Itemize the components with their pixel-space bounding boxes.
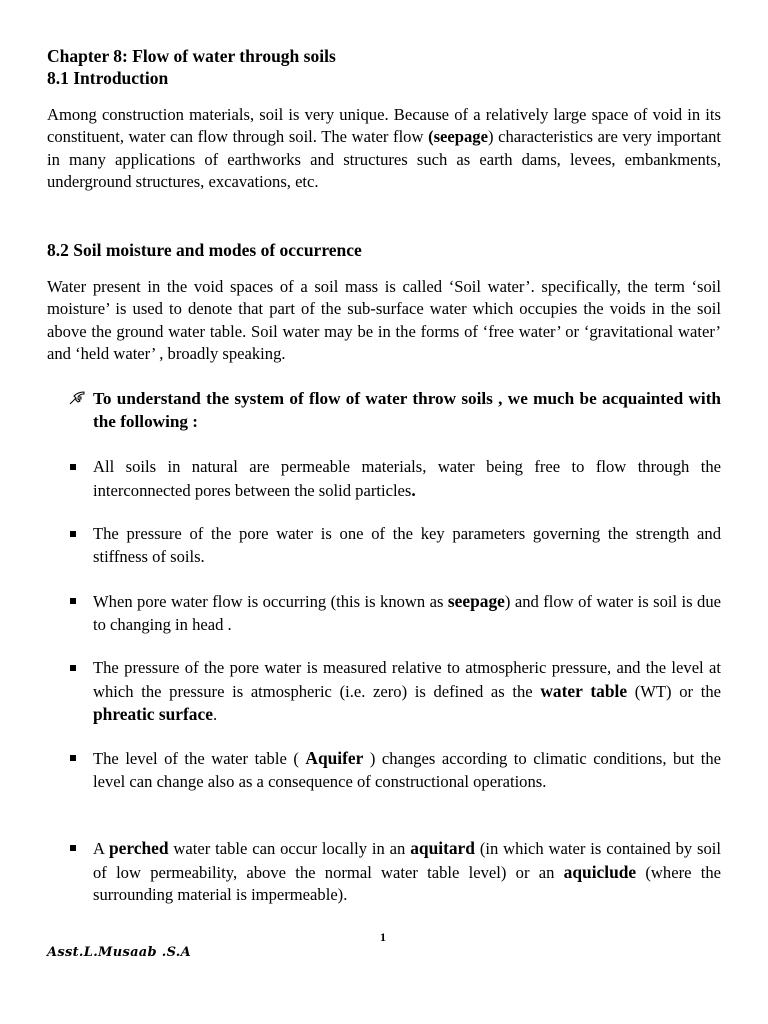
aquiclude-keyword: aquiclude bbox=[563, 861, 637, 882]
square-bullet-icon bbox=[70, 665, 76, 671]
square-bullet-icon bbox=[70, 598, 76, 604]
pointing-hand-icon bbox=[69, 390, 86, 411]
moisture-paragraph: Water present in the void spaces of a soil mass is called ‘Soil water’. specifically, the term ‘soil moisture’ is used to denote that part of the sub-surface water which occupies the voids in the soil above the ground water table. Soil water may be in the forms of ‘free water’ or ‘gravitational water’ and ‘held water’ , broadly speaking. bbox=[47, 277, 721, 364]
square-bullet-icon bbox=[70, 845, 76, 851]
author-signature: Asst.L.Musaab .S.A bbox=[47, 945, 192, 960]
seepage-term: (seepage bbox=[428, 127, 488, 147]
page-number: 1 bbox=[380, 930, 386, 944]
aquitard-keyword: aquitard bbox=[410, 838, 475, 858]
square-bullet-icon bbox=[70, 531, 76, 537]
water-table-keyword: water table bbox=[540, 680, 628, 701]
arrow-heading-text: To understand the system of flow of water throw soils , we much be acquainted with the following : bbox=[93, 389, 721, 431]
perched-keyword: perched bbox=[108, 838, 169, 858]
section-title-soil-moisture: 8.2 Soil moisture and modes of occurrence bbox=[47, 240, 362, 260]
section-title-introduction: 8.1 Introduction bbox=[47, 68, 169, 88]
square-bullet-icon bbox=[70, 755, 76, 761]
seepage-keyword: seepage bbox=[447, 591, 505, 611]
phreatic-surface-keyword: phreatic surface bbox=[93, 704, 213, 725]
intro-paragraph: Among construction materials, soil is very unique. Because of a relatively large space of void in its constituent, water can flow through soil. The water flow (seepage) characteristics are very important in many applications of earthworks and structures such as earth dams, levees, embankments, underground structures, excavations, etc. bbox=[47, 105, 721, 192]
chapter-title: Chapter 8: Flow of water through soils bbox=[47, 46, 336, 66]
square-bullet-icon bbox=[70, 464, 76, 470]
aquifer-keyword: Aquifer bbox=[305, 748, 364, 768]
